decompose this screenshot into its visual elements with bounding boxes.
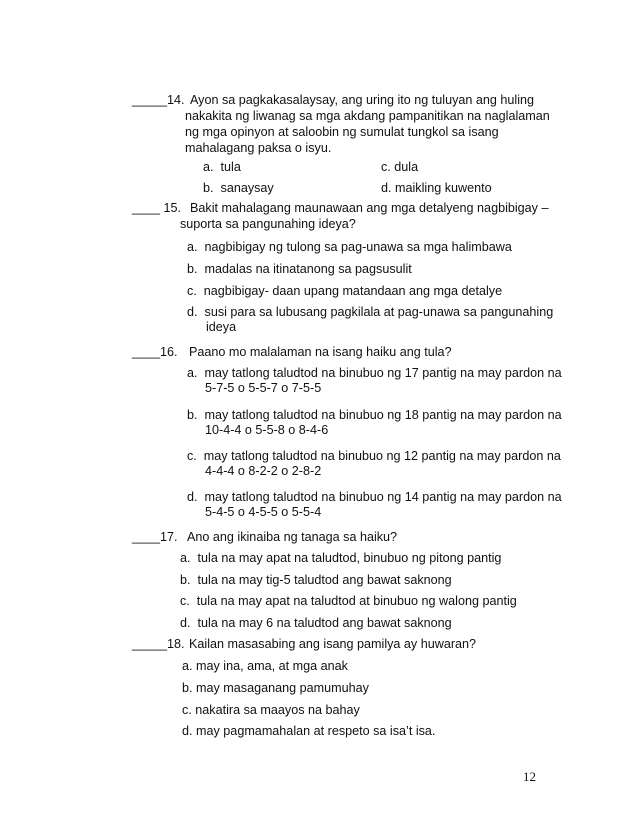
question-text-line: Kailan masasabing ang isang pamilya ay huwaran? <box>189 637 477 651</box>
option-d[interactable]: d. may tatlong taludtod na binubuo ng 14 pantig na may pardon na <box>187 490 562 504</box>
option-c[interactable]: c. dula <box>381 160 419 174</box>
option-d-continuation: 5-4-5 o 4-5-5 o 5-5-4 <box>205 505 322 519</box>
question-text-line: ng mga opinyon at saloobin ng sumulat tungkol sa isang <box>185 125 499 139</box>
page-number: 12 <box>523 769 536 784</box>
option-d[interactable]: d. susi para sa lubusang pagkilala at pag-unawa sa pangunahing <box>187 305 554 319</box>
option-b[interactable]: b. madalas na itinatanong sa pagsusulit <box>187 262 412 276</box>
question-number: ____ 15. <box>132 201 182 215</box>
question-text-line: suporta sa pangunahing ideya? <box>180 217 356 231</box>
option-a[interactable]: a. may tatlong taludtod na binubuo ng 17 pantig na may pardon na <box>187 366 562 380</box>
question-text-line: Paano mo malalaman na isang haiku ang tula? <box>189 345 452 359</box>
option-b[interactable]: b. may tatlong taludtod na binubuo ng 18 pantig na may pardon na <box>187 408 562 422</box>
option-c[interactable]: c. nagbibigay- daan upang matandaan ang mga detalye <box>187 284 503 298</box>
option-a[interactable]: a. nagbibigay ng tulong sa pag-unawa sa mga halimbawa <box>187 240 512 254</box>
option-c[interactable]: c. may tatlong taludtod na binubuo ng 12 pantig na may pardon na <box>187 449 561 463</box>
question-text-line: mahalagang paksa o isyu. <box>185 141 332 155</box>
option-a[interactable]: a. tula <box>203 160 241 174</box>
option-a[interactable]: a. may ina, ama, at mga anak <box>182 659 348 673</box>
question-text-line: Ano ang ikinaiba ng tanaga sa haiku? <box>187 530 398 544</box>
question-text-line: nakakita ng liwanag sa mga akdang pampanitikan na naglalaman <box>185 109 550 123</box>
question-number: _____14. <box>132 93 185 107</box>
option-c[interactable]: c. tula na may apat na taludtod at binubuo ng walong pantig <box>180 594 517 608</box>
option-d[interactable]: d. maikling kuwento <box>381 181 492 195</box>
question-text-line: Bakit mahalagang maunawaan ang mga detalyeng nagbibigay – <box>190 201 549 215</box>
question-number: _____18. <box>132 637 185 651</box>
question-text-line: Ayon sa pagkakasalaysay, ang uring ito ng tuluyan ang huling <box>190 93 535 107</box>
option-b[interactable]: b. may masaganang pamumuhay <box>182 681 369 695</box>
option-a-continuation: 5-7-5 o 5-5-7 o 7-5-5 <box>205 381 322 395</box>
option-d[interactable]: d. tula na may 6 na taludtod ang bawat saknong <box>180 616 452 630</box>
question-number: ____16. <box>132 345 178 359</box>
option-a[interactable]: a. tula na may apat na taludtod, binubuo ng pitong pantig <box>180 551 502 565</box>
option-b[interactable]: b. sanaysay <box>203 181 274 195</box>
option-d[interactable]: d. may pagmamahalan at respeto sa isa’t isa. <box>182 724 436 738</box>
option-d-continuation: ideya <box>206 320 237 334</box>
option-c-continuation: 4-4-4 o 8-2-2 o 2-8-2 <box>205 464 322 478</box>
question-number: ____17. <box>132 530 178 544</box>
option-c[interactable]: c. nakatira sa maayos na bahay <box>182 703 360 717</box>
option-b[interactable]: b. tula na may tig-5 taludtod ang bawat saknong <box>180 573 452 587</box>
option-b-continuation: 10-4-4 o 5-5-8 o 8-4-6 <box>205 423 329 437</box>
